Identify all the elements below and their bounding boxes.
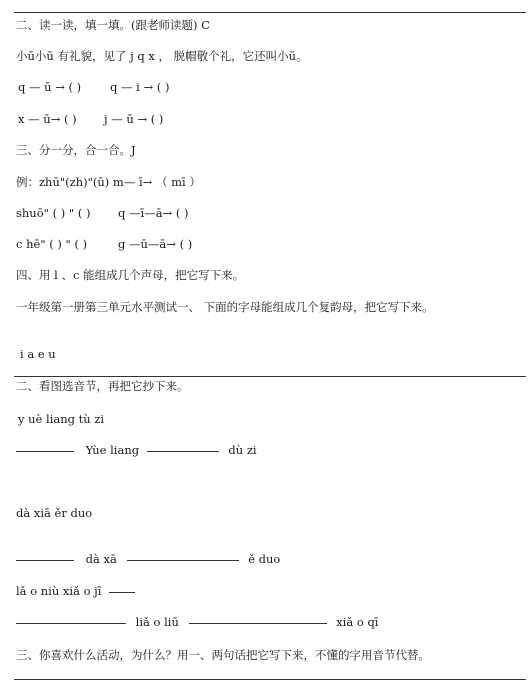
- vowel-letters: i a e u: [20, 347, 56, 361]
- answer-blank: [16, 623, 126, 624]
- answer-blank: [189, 623, 327, 624]
- p2-title: 二、看图选音节，再把它抄下来。: [16, 379, 189, 393]
- p2-blank-line2: [16, 552, 280, 566]
- p3-title: 三、你喜欢什么活动，为什么？用一、两句话把它写下来，不懂的字用音节代替。: [16, 648, 430, 662]
- section2-title: 二、读一读，填一填。(跟老师读题) C: [16, 18, 210, 32]
- answer-blank: [16, 451, 74, 452]
- exercise-row4-a: c hē" ( ) " ( ): [16, 237, 88, 251]
- blank-label: Yùe liang: [85, 443, 140, 457]
- exercise-row3-b: q —ī—ā→ ( ): [118, 206, 189, 220]
- exercise-row3-a: shuō" ( ) " ( ): [16, 206, 91, 220]
- blank-label: dà xā: [85, 552, 117, 566]
- p2-options3: [16, 584, 135, 598]
- section4-title: 四、用 l 、c 能组成几个声母，把它写下来。: [16, 268, 245, 282]
- blank-label: dù zi: [228, 443, 257, 457]
- options-text: lǎ o niù xiǎ o jī: [16, 584, 102, 598]
- test-title: 一年级第一册第三单元水平测试一、 下面的字母能组成几个复韵母，把它写下来。: [16, 300, 434, 314]
- exercise-row2-a: x — ū→ ( ): [18, 112, 77, 126]
- answer-blank: [16, 560, 74, 561]
- blank-label: liǎ o liū: [135, 615, 179, 629]
- p2-blank-line3: [16, 615, 378, 629]
- p2-blank-line1: [16, 443, 257, 457]
- exercise-row1-a: q — ū → ( ): [18, 80, 82, 94]
- section3-title: 三、分一分，合一合。J: [16, 143, 136, 157]
- answer-blank: [127, 560, 239, 561]
- top-rule: [14, 12, 526, 13]
- exercise-row2-b: j — ū → ( ): [104, 112, 164, 126]
- answer-blank: [147, 451, 219, 452]
- blank-label: ě duo: [248, 552, 281, 566]
- blank-label: xiǎ o qī: [336, 615, 379, 629]
- exercise-row1-b: q — i → ( ): [110, 80, 170, 94]
- bottom-rule: [14, 679, 526, 680]
- mid-rule: [14, 376, 526, 377]
- example-line: 例：zhū"(zh)"(ū) m— ī→ （ mī ）: [16, 175, 201, 189]
- exercise-row4-b: g —ū—ā→ ( ): [118, 237, 193, 251]
- section2-sentence: 小ū小ū 有礼貌，见了 j q x ， 脱帽敬个礼，它还叫小ū。: [16, 49, 308, 63]
- p2-options2: dà xiā ěr duo: [16, 506, 93, 520]
- p2-options1: y uè liang tù zi: [18, 412, 105, 426]
- answer-blank: [109, 592, 135, 593]
